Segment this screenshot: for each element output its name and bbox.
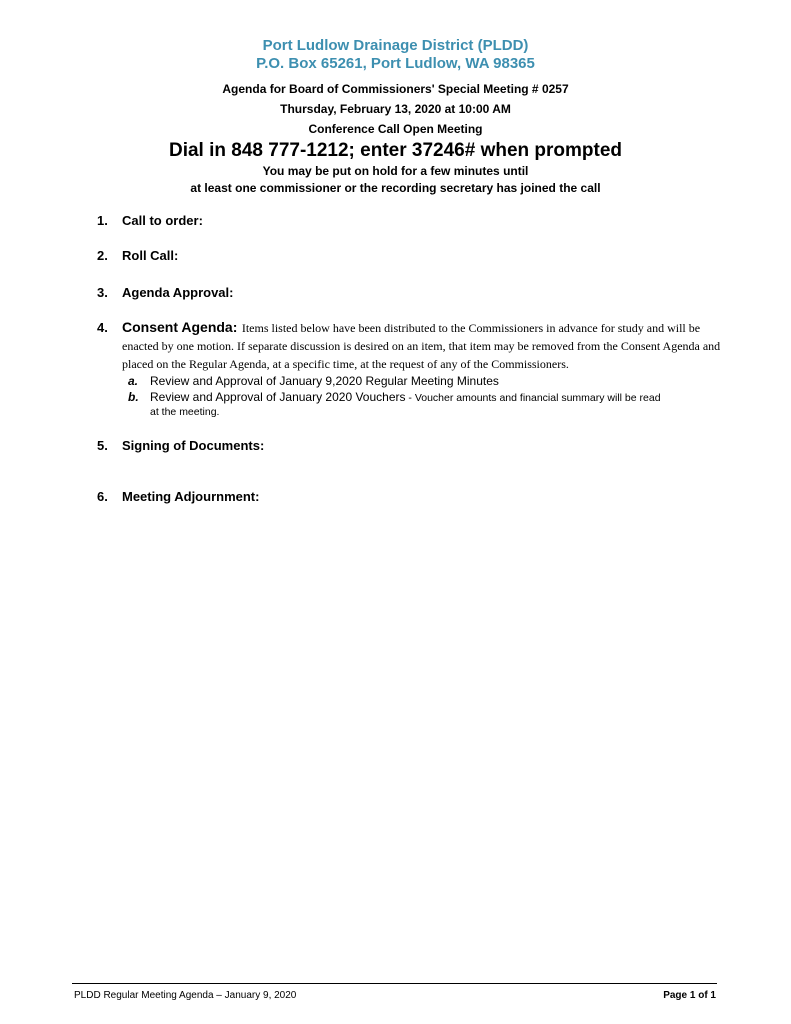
dial-in-instructions: Dial in 848 777-1212; enter 37246# when prompted (168, 140, 623, 161)
hold-notice-line1: You may be put on hold for a few minutes until (262, 164, 529, 178)
item-number: 6. (97, 489, 108, 504)
item-meeting-adjournment: Meeting Adjournment: (122, 489, 260, 504)
item-signing-of-documents: Signing of Documents: (122, 438, 265, 453)
item-number: 5. (97, 438, 108, 453)
subitem-letter: a. (128, 374, 139, 388)
subitem-minutes-approval: Review and Approval of January 9,2020 Regular Meeting Minutes (150, 374, 499, 388)
footer-page-number: Page 1 of 1 (663, 990, 716, 1001)
item-consent-agenda: Consent Agenda: (122, 319, 238, 335)
org-name: Port Ludlow Drainage District (PLDD) (262, 37, 529, 54)
agenda-title: Agenda for Board of Commissioners' Special Meeting # 0257 (222, 82, 569, 96)
item-agenda-approval: Agenda Approval: (122, 285, 234, 300)
subitem-vouchers-approval (150, 390, 661, 404)
consent-agenda-description: Items listed below have been distributed to the Commissioners in advance for study and will be enacted by one motion. If separate discussion is desired on an item, that item may be removed from the Consent Agenda and placed on the Regular Agenda, at a specific time, at the request of any of the Commissioners. (122, 321, 721, 371)
item-number: 3. (97, 285, 108, 300)
org-address: P.O. Box 65261, Port Ludlow, WA 98365 (256, 55, 535, 72)
meeting-date-time: Thursday, February 13, 2020 at 10:00 AM (280, 102, 511, 116)
meeting-type: Conference Call Open Meeting (308, 122, 483, 136)
item-number: 2. (97, 248, 108, 263)
footer-divider (72, 983, 717, 984)
item-roll-call: Roll Call: (122, 248, 179, 263)
footer-document-name: PLDD Regular Meeting Agenda – January 9, 2020 (74, 990, 297, 1001)
item-number: 4. (97, 320, 108, 335)
consent-agenda-block (122, 319, 722, 373)
hold-notice-line2: at least one commissioner or the recording secretary has joined the call (190, 181, 601, 195)
item-number: 1. (97, 213, 108, 228)
subitem-letter: b. (128, 390, 139, 404)
subitem-vouchers-note: - Voucher amounts and financial summary will be read (405, 392, 661, 404)
subitem-vouchers-note-cont: at the meeting. (150, 406, 220, 418)
item-call-to-order: Call to order: (122, 213, 203, 228)
subitem-vouchers-text: Review and Approval of January 2020 Vouchers (150, 390, 406, 404)
